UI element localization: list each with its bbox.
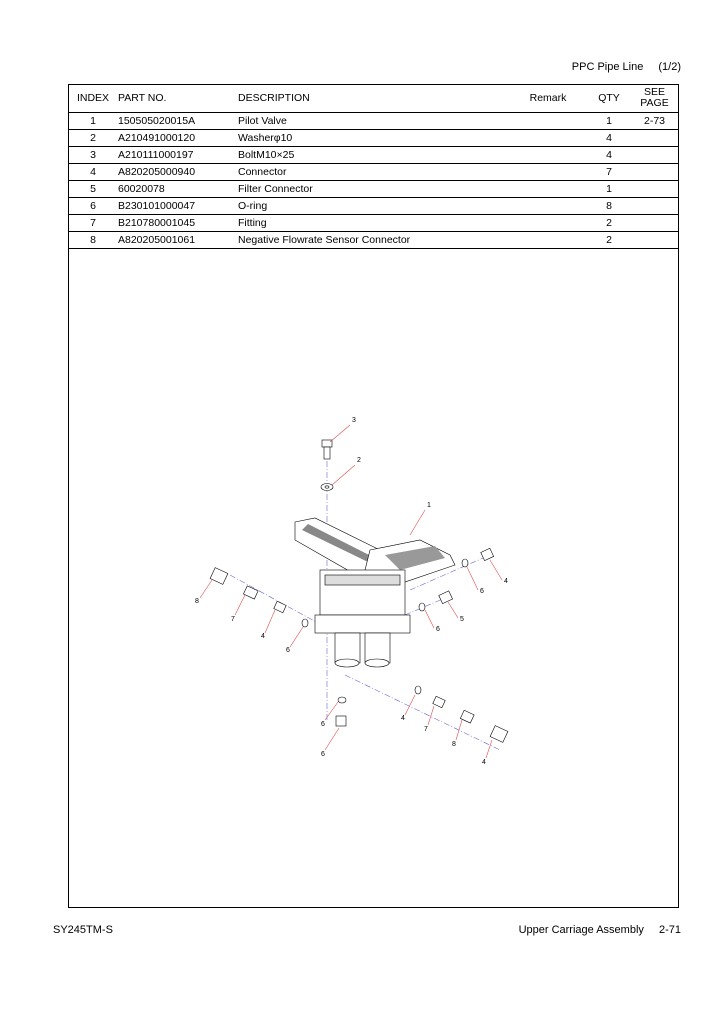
callout-label: 8	[452, 741, 456, 748]
cell-part-no: B230101000047	[118, 198, 238, 215]
cell-remark	[508, 130, 588, 147]
bolt-head	[322, 440, 332, 447]
cell-qty: 7	[588, 164, 630, 181]
parts-table	[68, 84, 679, 249]
callout-label: 5	[460, 616, 464, 623]
table-row	[68, 232, 679, 249]
cell-index: 6	[68, 198, 118, 215]
cell-qty: 4	[588, 130, 630, 147]
part-6-right	[462, 559, 468, 567]
col-header-qty: QTY	[588, 84, 630, 113]
table-row	[68, 164, 679, 181]
cell-see-page	[630, 232, 679, 249]
callout-label: 8	[195, 598, 199, 605]
cell-part-no: B210780001045	[118, 215, 238, 232]
cell-part-no: A210111000197	[118, 147, 238, 164]
cell-part-no: 150505020015A	[118, 113, 238, 130]
cell-description: Filter Connector	[238, 181, 508, 198]
cell-description: Connector	[238, 164, 508, 181]
exploded-diagram	[190, 410, 530, 770]
footer-model: SY245TM-S	[53, 924, 113, 936]
callout-label: 6	[321, 751, 325, 758]
callout-label: 6	[480, 588, 484, 595]
callout-label: 2	[357, 457, 361, 464]
cell-qty: 2	[588, 215, 630, 232]
footer-page-number: 2-71	[658, 924, 681, 936]
page-header	[572, 61, 681, 73]
callout-label: 7	[231, 616, 235, 623]
cell-description: BoltM10×25	[238, 147, 508, 164]
part-8-left	[210, 568, 228, 585]
cell-remark	[508, 232, 588, 249]
cell-see-page	[630, 147, 679, 164]
cell-part-no: 60020078	[118, 181, 238, 198]
cell-index: 3	[68, 147, 118, 164]
callout-label: 4	[261, 633, 265, 640]
cell-description: O-ring	[238, 198, 508, 215]
cell-index: 5	[68, 181, 118, 198]
cell-index: 2	[68, 130, 118, 147]
cell-part-no: A820205000940	[118, 164, 238, 181]
callout-label: 4	[504, 578, 508, 585]
cell-index: 7	[68, 215, 118, 232]
callout-label: 7	[424, 726, 428, 733]
table-row	[68, 130, 679, 147]
table-row	[68, 147, 679, 164]
cell-remark	[508, 181, 588, 198]
cell-see-page	[630, 130, 679, 147]
callout-label: 1	[427, 502, 431, 509]
part-6-mid	[419, 603, 425, 611]
callout-label: 6	[286, 647, 290, 654]
cell-qty: 2	[588, 232, 630, 249]
cell-remark	[508, 113, 588, 130]
part-6-bottom	[338, 697, 346, 703]
table-row	[68, 181, 679, 198]
table-header-row	[68, 84, 679, 113]
cell-see-page	[630, 198, 679, 215]
cell-index: 4	[68, 164, 118, 181]
cell-remark	[508, 147, 588, 164]
section-title: PPC Pipe Line	[571, 61, 644, 73]
col-header-remark: Remark	[508, 84, 588, 113]
col-header-description: DESCRIPTION	[238, 84, 508, 113]
cell-remark	[508, 164, 588, 181]
cell-description: Pilot Valve	[238, 113, 508, 130]
part-7-lower-right	[460, 710, 474, 723]
cell-description: Washerφ10	[238, 130, 508, 147]
cell-see-page	[630, 181, 679, 198]
table-row	[68, 113, 679, 130]
part-6-lower-right	[415, 686, 421, 694]
cell-part-no: A210491000120	[118, 130, 238, 147]
part-4-bottom	[336, 716, 346, 726]
col-header-index: INDEX	[68, 84, 118, 113]
cell-qty: 1	[588, 113, 630, 130]
page-fraction: (1/2)	[658, 61, 681, 73]
callout-label: 4	[401, 715, 405, 722]
col-header-part-no: PART NO.	[118, 84, 238, 113]
callout-label: 3	[352, 417, 356, 424]
cell-qty: 8	[588, 198, 630, 215]
part-6-left	[302, 619, 308, 627]
callout-label: 6	[321, 721, 325, 728]
see-label: SEE	[643, 86, 665, 98]
cell-description: Fitting	[238, 215, 508, 232]
footer-section: Upper Carriage Assembly	[518, 924, 644, 936]
callout-label: 6	[436, 626, 440, 633]
cell-qty: 1	[588, 181, 630, 198]
page-label: PAGE	[640, 97, 669, 109]
callout-label: 4	[482, 759, 486, 766]
cell-qty: 4	[588, 147, 630, 164]
part-5	[439, 591, 453, 604]
cell-see-page	[630, 215, 679, 232]
cell-remark	[508, 198, 588, 215]
part-4-left	[274, 601, 286, 612]
cell-index: 8	[68, 232, 118, 249]
cell-remark	[508, 215, 588, 232]
cell-see-page: 2-73	[630, 113, 679, 130]
part-8-lower-right	[490, 726, 508, 743]
cell-see-page	[630, 164, 679, 181]
bolt-shank	[324, 447, 330, 459]
part-4-lower-right	[433, 696, 445, 707]
part-4-right	[481, 548, 494, 560]
cell-index: 1	[68, 113, 118, 130]
cell-part-no: A820205001061	[118, 232, 238, 249]
table-row	[68, 215, 679, 232]
table-row	[68, 198, 679, 215]
footer-right	[519, 924, 681, 936]
cell-description: Negative Flowrate Sensor Connector	[238, 232, 508, 249]
part-7-left	[243, 586, 258, 599]
col-header-see-page	[630, 84, 679, 113]
